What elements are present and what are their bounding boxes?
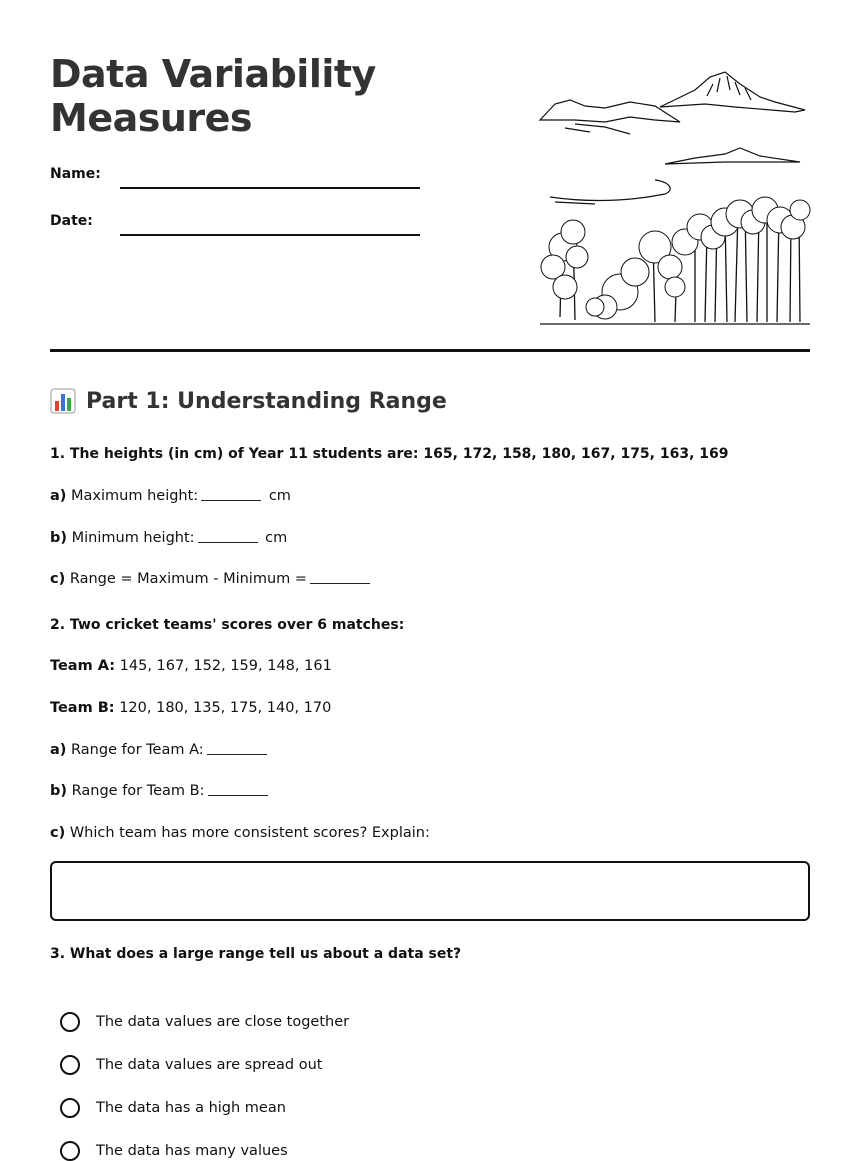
q3-option-4[interactable]: [60, 1141, 288, 1161]
q2-a-blank[interactable]: [207, 754, 267, 755]
date-field: [50, 213, 420, 237]
q3-option-3-label: The data has a high mean: [96, 1100, 286, 1116]
q1-b-prefix: b): [50, 530, 68, 546]
bar-chart-icon: [50, 388, 76, 414]
title-line-2: Measures: [50, 96, 253, 140]
q1-c-blank[interactable]: [310, 583, 370, 584]
name-label: Name:: [50, 166, 101, 182]
q3-option-4-label: The data has many values: [96, 1143, 288, 1159]
q2-c-text: Which team has more consistent scores? Explain:: [69, 825, 430, 841]
q2-part-c: [50, 825, 430, 841]
worksheet-title: [50, 52, 470, 140]
q2-a-text: Range for Team A:: [71, 742, 204, 758]
q2-b-text: Range for Team B:: [71, 783, 205, 799]
date-input-line[interactable]: [120, 234, 420, 236]
q1-a-blank[interactable]: [201, 500, 261, 501]
name-field: [50, 166, 420, 190]
team-b-label: Team B:: [50, 700, 115, 716]
q1-a-text: Maximum height:: [71, 488, 199, 504]
date-label: Date:: [50, 213, 93, 229]
title-line-1: Data Variability: [50, 52, 376, 96]
q2-explanation-box[interactable]: [50, 861, 810, 921]
name-input-line[interactable]: [120, 187, 420, 189]
q1-part-a: [50, 488, 291, 504]
section-1-title-text: Part 1: Understanding Range: [86, 388, 447, 414]
q1-a-prefix: a): [50, 488, 67, 504]
section-1-title: [50, 388, 447, 414]
team-a-scores: 145, 167, 152, 159, 148, 161: [119, 658, 332, 674]
team-b-scores: 120, 180, 135, 175, 140, 170: [119, 700, 332, 716]
q2-c-prefix: c): [50, 825, 66, 841]
q2-b-prefix: b): [50, 783, 68, 799]
question-3: 3. What does a large range tell us about a data set?: [50, 946, 462, 962]
worksheet-header: [50, 52, 470, 229]
question-1: 1. The heights (in cm) of Year 11 students are: 165, 172, 158, 180, 167, 175, 163, 169: [50, 446, 729, 462]
q3-option-2-label: The data values are spread out: [96, 1057, 323, 1073]
team-a-scores-line: [50, 658, 332, 674]
q1-part-c: [50, 571, 373, 587]
radio-button[interactable]: [60, 1141, 80, 1161]
radio-button[interactable]: [60, 1012, 80, 1032]
q1-c-prefix: c): [50, 571, 66, 587]
q3-option-3[interactable]: [60, 1098, 286, 1118]
q1-b-text: Minimum height:: [71, 530, 195, 546]
q1-part-b: [50, 530, 287, 546]
radio-button[interactable]: [60, 1098, 80, 1118]
q2-a-prefix: a): [50, 742, 67, 758]
question-2: 2. Two cricket teams' scores over 6 matches:: [50, 617, 405, 633]
team-b-scores-line: [50, 700, 331, 716]
q2-part-a: [50, 742, 270, 758]
q1-a-unit: cm: [268, 488, 291, 504]
q2-part-b: [50, 783, 271, 799]
radio-button[interactable]: [60, 1055, 80, 1075]
header-divider: [50, 349, 810, 352]
q3-option-1[interactable]: [60, 1012, 349, 1032]
q2-b-blank[interactable]: [208, 795, 268, 796]
q3-option-2[interactable]: [60, 1055, 322, 1075]
q1-b-unit: cm: [265, 530, 288, 546]
landscape-illustration: [535, 62, 815, 332]
q3-option-1-label: The data values are close together: [96, 1014, 350, 1030]
q1-c-text: Range = Maximum - Minimum =: [69, 571, 308, 587]
team-a-label: Team A:: [50, 658, 116, 674]
q1-b-blank[interactable]: [198, 542, 258, 543]
